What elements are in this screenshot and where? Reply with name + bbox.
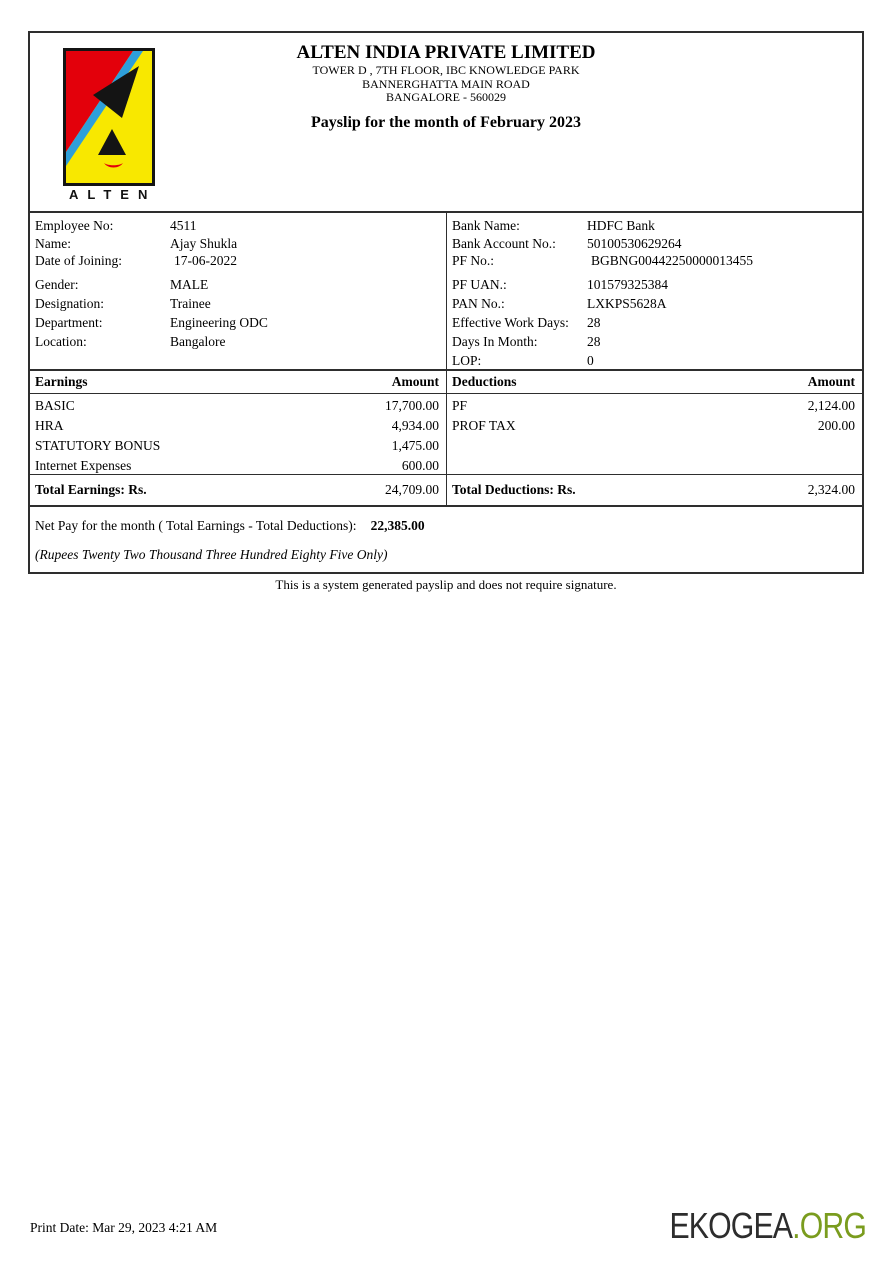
employee-details-left xyxy=(30,213,446,369)
ekogea-logo xyxy=(669,1205,866,1247)
earnings-amount-header: Amount xyxy=(391,374,439,389)
address-line-1: TOWER D , 7TH FLOOR, IBC KNOWLEDGE PARK xyxy=(312,63,580,77)
detail-row xyxy=(447,235,862,253)
detail-label: Designation: xyxy=(35,295,104,311)
detail-value: 101579325384 xyxy=(587,276,668,292)
detail-value: Engineering ODC xyxy=(170,314,268,330)
payslip-box xyxy=(28,31,864,574)
detail-label: Department: xyxy=(35,314,103,330)
detail-value: Ajay Shukla xyxy=(170,235,238,251)
total-deductions xyxy=(446,475,862,505)
detail-label: Name: xyxy=(35,235,71,251)
logo-wordmark: ALTEN xyxy=(69,187,157,202)
detail-row xyxy=(30,216,446,235)
total-earnings-label: Total Earnings: Rs. xyxy=(35,482,147,497)
total-deductions-amount: 2,324.00 xyxy=(807,482,855,497)
detail-label: Gender: xyxy=(35,276,79,292)
earnings-row xyxy=(30,416,446,436)
detail-value: MALE xyxy=(170,276,209,292)
deductions-header xyxy=(446,371,862,393)
detail-label: Location: xyxy=(35,333,87,349)
netpay-section xyxy=(30,507,862,572)
detail-label: Date of Joining: xyxy=(35,253,122,269)
earning-amount: 17,700.00 xyxy=(385,398,439,413)
detail-row xyxy=(30,313,446,332)
earnings-row xyxy=(30,456,446,476)
detail-row xyxy=(447,253,862,271)
detail-value: 17-06-2022 xyxy=(174,253,237,269)
detail-row xyxy=(447,332,862,351)
total-earnings xyxy=(30,475,446,505)
detail-row xyxy=(447,313,862,332)
detail-value: 4511 xyxy=(170,217,197,233)
earnings-row xyxy=(30,396,446,416)
earnings-rows xyxy=(30,394,446,474)
detail-row xyxy=(447,275,862,294)
deductions-header-label: Deductions xyxy=(452,374,517,389)
earnings-header xyxy=(30,371,446,393)
detail-value: BGBNG00442250000013455 xyxy=(591,253,754,269)
detail-label: Employee No: xyxy=(35,217,114,233)
deduction-amount: 2,124.00 xyxy=(807,398,855,413)
netpay-label: Net Pay for the month ( Total Earnings - Total Deductions): xyxy=(35,518,357,533)
detail-label: Bank Name: xyxy=(452,217,520,233)
detail-value: HDFC Bank xyxy=(587,217,655,233)
print-date: Print Date: Mar 29, 2023 4:21 AM xyxy=(30,1220,218,1235)
deductions-amount-header: Amount xyxy=(807,374,855,389)
deduction-label: PROF TAX xyxy=(452,418,516,433)
detail-value: 28 xyxy=(587,314,601,330)
detail-value: 0 xyxy=(587,352,594,368)
netpay-line xyxy=(35,518,856,534)
employee-details-section xyxy=(30,211,862,369)
payslip-title: Payslip for the month of February 2023 xyxy=(311,113,581,131)
total-deductions-label: Total Deductions: Rs. xyxy=(452,482,576,497)
detail-label: Bank Account No.: xyxy=(452,235,556,251)
detail-label: PF No.: xyxy=(452,253,495,269)
deductions-row xyxy=(447,396,862,416)
deduction-amount: 200.00 xyxy=(817,418,855,433)
detail-row xyxy=(447,216,862,235)
detail-row xyxy=(30,332,446,351)
address-line-3: BANGALORE - 560029 xyxy=(386,90,506,104)
company-name: ALTEN INDIA PRIVATE LIMITED xyxy=(296,42,596,63)
system-generated-note: This is a system generated payslip and does not require signature. xyxy=(275,577,617,592)
table-body xyxy=(30,394,862,474)
earnings-header-label: Earnings xyxy=(35,374,88,389)
earning-amount: 600.00 xyxy=(401,458,439,473)
earning-label: BASIC xyxy=(35,398,75,413)
earning-label: STATUTORY BONUS xyxy=(35,438,161,453)
ekogea-logo-primary: EKOGEA xyxy=(669,1205,793,1246)
detail-row xyxy=(30,235,446,253)
table-header-row xyxy=(30,369,862,394)
totals-row xyxy=(30,474,862,507)
total-earnings-amount: 24,709.00 xyxy=(385,482,439,497)
netpay-amount: 22,385.00 xyxy=(370,518,425,533)
detail-value: Trainee xyxy=(170,295,211,311)
payslip-page xyxy=(28,31,864,593)
detail-label: PAN No.: xyxy=(452,295,505,311)
earning-amount: 4,934.00 xyxy=(391,418,439,433)
detail-value: LXKPS5628A xyxy=(587,295,667,311)
detail-label: LOP: xyxy=(452,352,482,368)
detail-label: Days In Month: xyxy=(452,333,538,349)
company-logo xyxy=(63,48,155,202)
deductions-row xyxy=(447,416,862,436)
earning-amount: 1,475.00 xyxy=(391,438,439,453)
detail-row xyxy=(447,351,862,370)
detail-row xyxy=(30,294,446,313)
netpay-in-words: (Rupees Twenty Two Thousand Three Hundred Eighty Five Only) xyxy=(35,547,388,562)
detail-value: Bangalore xyxy=(170,333,226,349)
deduction-label: PF xyxy=(452,398,468,413)
detail-row xyxy=(447,294,862,313)
earnings-row xyxy=(30,436,446,456)
deductions-rows xyxy=(446,394,862,474)
earning-label: Internet Expenses xyxy=(35,458,132,473)
alten-logo-icon xyxy=(63,48,155,186)
detail-row xyxy=(30,253,446,271)
detail-row xyxy=(30,275,446,294)
ekogea-logo-suffix: .ORG xyxy=(792,1205,866,1246)
detail-label: Effective Work Days: xyxy=(452,314,569,330)
address-line-2: BANNERGHATTA MAIN ROAD xyxy=(362,76,530,91)
earning-label: HRA xyxy=(35,418,64,433)
detail-value: 50100530629264 xyxy=(587,235,682,251)
detail-label: PF UAN.: xyxy=(452,276,507,292)
payslip-header xyxy=(30,33,862,211)
employee-details-right xyxy=(446,213,862,369)
detail-value: 28 xyxy=(587,333,601,349)
